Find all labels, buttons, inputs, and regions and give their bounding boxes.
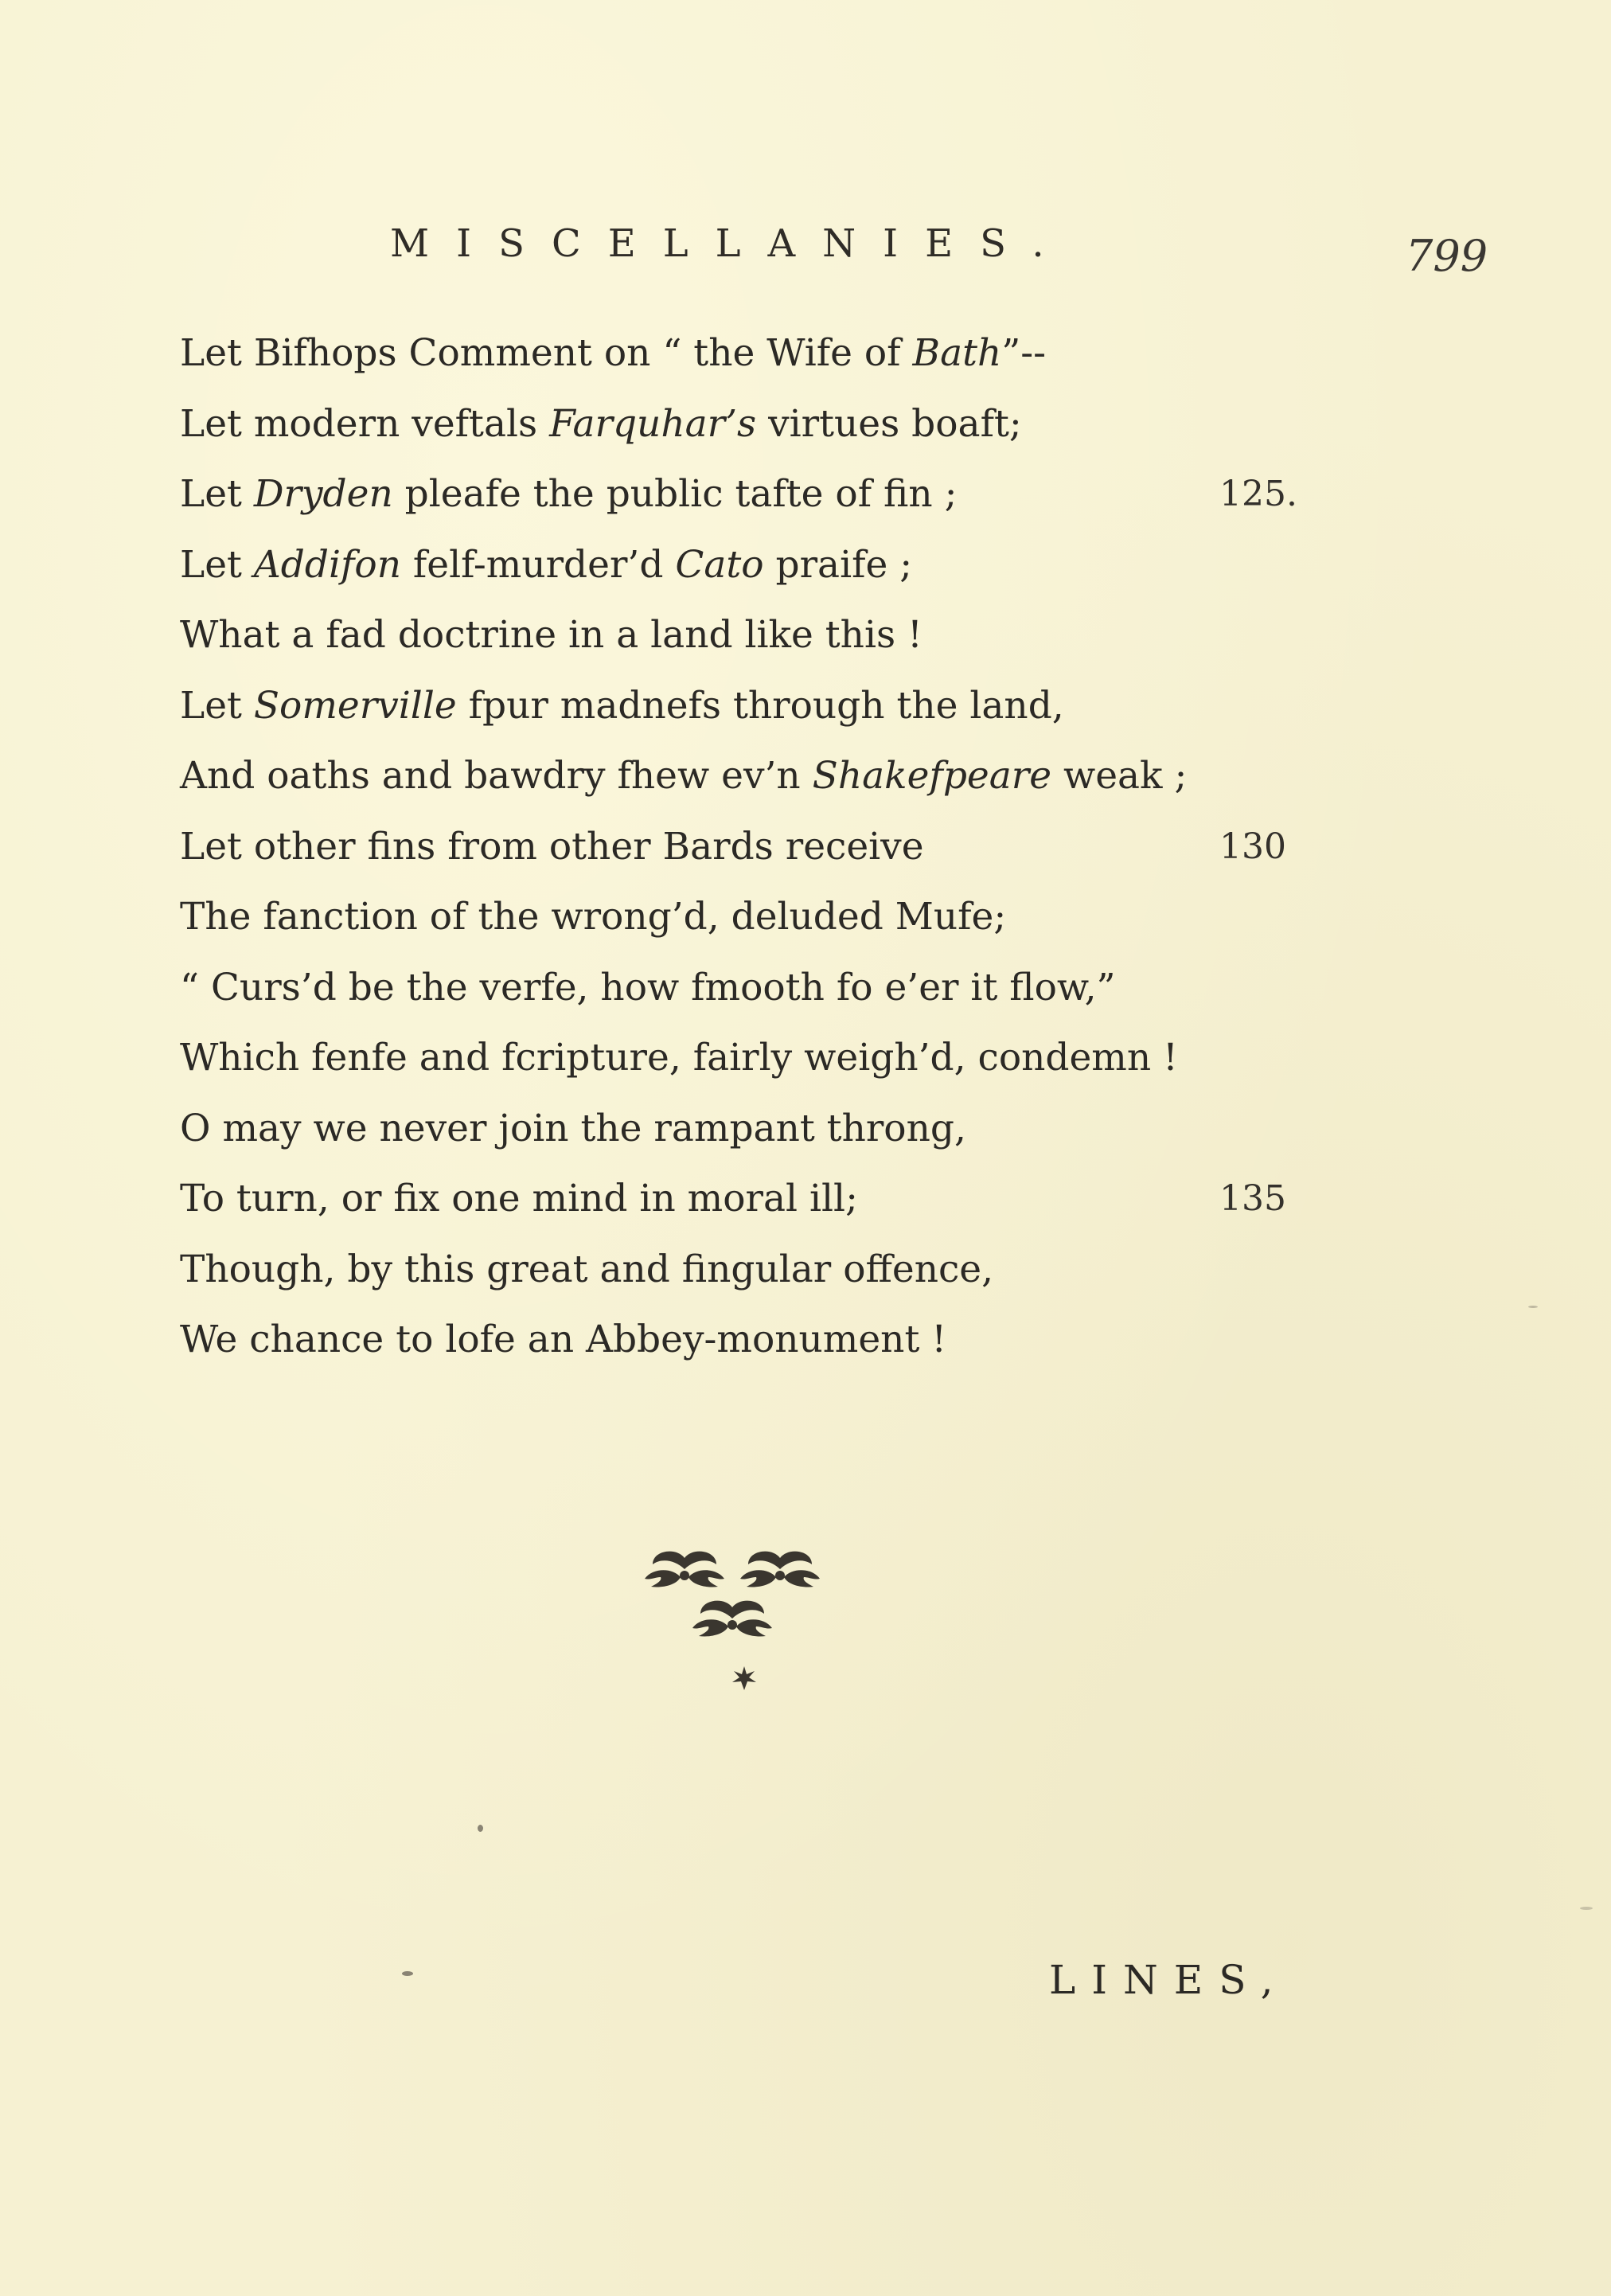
ink-speck — [402, 1971, 413, 1976]
poem-text: Which fenfe and fcripture, fairly weigh’d, condemn ! — [180, 1036, 1178, 1080]
poem-text: Though, by this great and fingular offence, — [180, 1247, 994, 1291]
poem-text: Let — [180, 472, 254, 516]
ink-speck — [1528, 1306, 1538, 1308]
ink-speck — [478, 1825, 483, 1832]
poem-line — [180, 882, 1358, 953]
poem-text: weak ; — [1051, 754, 1188, 798]
poem-text: To turn, or fix one mind in moral ill; — [180, 1177, 858, 1220]
poem-line — [180, 1164, 1358, 1235]
poem-italic-text: Somerville — [253, 683, 457, 728]
poem-line — [180, 1235, 1358, 1306]
ink-speck — [1580, 1907, 1593, 1910]
poem-text: virtues boaft; — [756, 401, 1022, 446]
poem-text: And oaths and bawdry fhew ev’n — [180, 754, 813, 798]
poem-line — [180, 1094, 1358, 1165]
line-number: 135 — [1219, 1178, 1286, 1219]
printer-fleuron-icon — [637, 1540, 852, 1692]
poem-text: pleafe the public tafte of fin ; — [392, 472, 958, 516]
poem-text: “ Curs’d be the verfe, how fmooth fo e’er it flow,” — [180, 965, 1116, 1009]
poem-text: We chance to lofe an Abbey-monument ! — [180, 1318, 947, 1361]
poem-line — [180, 741, 1358, 812]
poem-text: Let Bifhops Comment on “ the Wife of — [180, 331, 913, 375]
poem-text: What a fad doctrine in a land like this ! — [180, 613, 923, 657]
poem-line — [180, 389, 1358, 460]
poem-line — [180, 812, 1358, 883]
line-number: 125. — [1219, 474, 1297, 514]
poem-line — [180, 600, 1358, 671]
poem-text: ”-- — [1001, 331, 1047, 375]
poem-italic-text: Bath — [912, 331, 1002, 375]
poem-text: fpur madnefs through the land, — [456, 683, 1064, 728]
poem-line — [180, 318, 1358, 389]
line-number: 130 — [1219, 826, 1286, 867]
poem-line — [180, 671, 1358, 742]
poem-line — [180, 459, 1358, 530]
poem-text: praife ; — [763, 542, 913, 587]
poem-italic-text: Addifon — [253, 542, 401, 587]
poem-italic-text: Dryden — [253, 472, 393, 516]
poem-line — [180, 953, 1358, 1024]
running-head: MISCELLANIES. — [390, 221, 1071, 266]
poem-italic-text: Shakefpeare — [812, 754, 1052, 798]
poem-italic-text: Farquhar’s — [549, 401, 757, 446]
catchword: LINES, — [1049, 1957, 1289, 2003]
poem-body — [180, 318, 1358, 1376]
poem-italic-text: Cato — [675, 542, 764, 587]
poem-text: The fanction of the wrong’d, deluded Mufe; — [180, 895, 1007, 939]
poem-line — [180, 1305, 1358, 1376]
poem-text: Let other fins from other Bards receive — [180, 824, 924, 869]
poem-text: Let — [180, 542, 254, 587]
poem-line — [180, 530, 1358, 601]
poem-text: felf-murder’d — [400, 542, 676, 587]
poem-line — [180, 1023, 1358, 1094]
poem-text: Let — [180, 683, 254, 728]
poem-text: Let modern veftals — [180, 401, 550, 446]
page-number: 799 — [1406, 231, 1488, 281]
poem-text: O may we never join the rampant throng, — [180, 1106, 966, 1150]
